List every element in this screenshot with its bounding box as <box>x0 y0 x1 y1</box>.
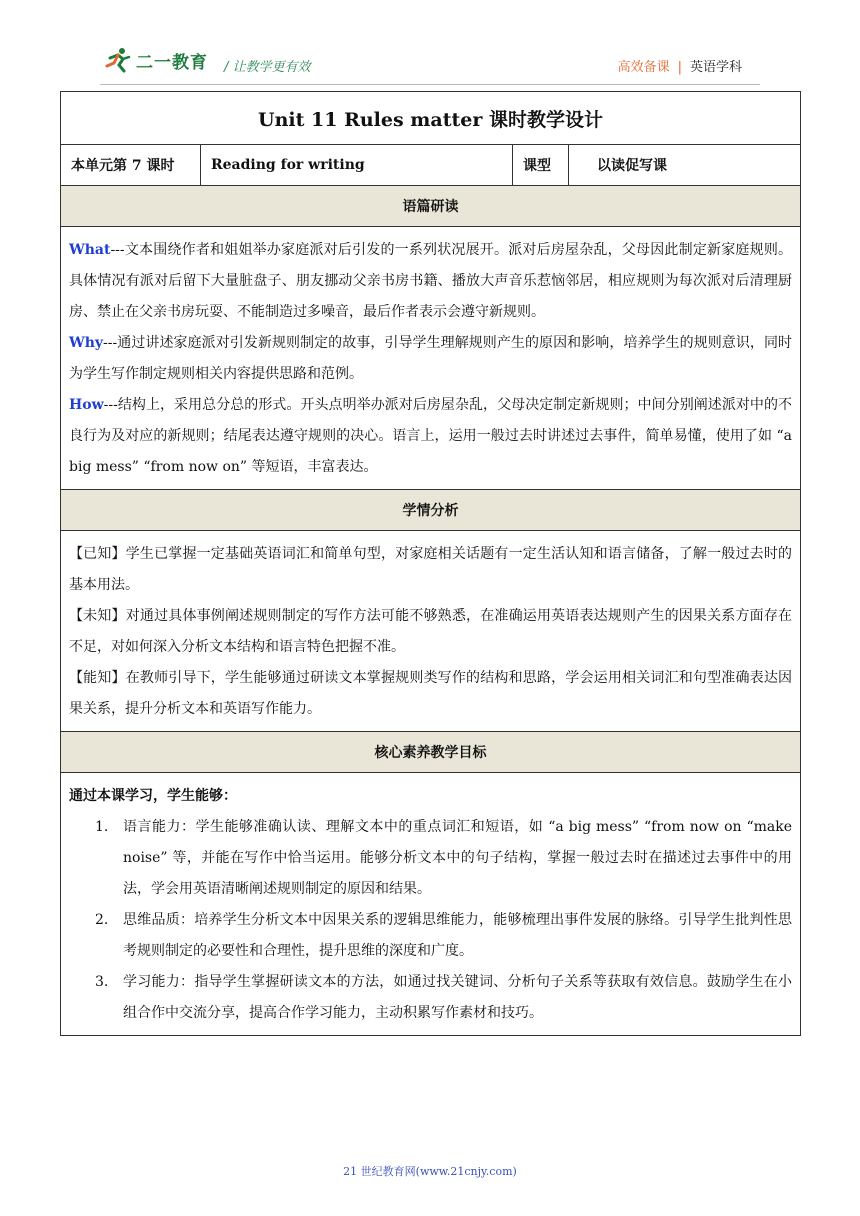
objective-number: 2. <box>95 912 109 928</box>
objective-item <box>69 905 792 967</box>
learner-analysis-content <box>61 531 801 732</box>
analysis-sep: --- <box>103 335 118 351</box>
analysis-item <box>69 328 792 390</box>
analysis-text: 结构上，采用总分总的形式。开头点明举办派对后房屋杂乱，父母决定制定新规则；中间分别阐述派对中的不良行为及对应的新规则；结尾表达遵守规则的决心。语言上，运用一般过去时讲述过去事件，简单易懂，使用了如 “a big mess” “from now on” 等短语，丰富表达。 <box>69 397 793 475</box>
analysis-text: 通过讲述家庭派对引发新规则制定的故事，引导学生理解规则产生的原因和影响，培养学生的规则意识，同时为学生写作制定规则相关内容提供思路和范例。 <box>69 335 793 382</box>
learner-item: 【已知】学生已掌握一定基础英语词汇和简单句型，对家庭相关话题有一定生活认知和语言储备，了解一般过去时的基本用法。 <box>69 546 793 593</box>
section-heading-text-analysis: 语篇研读 <box>61 186 801 227</box>
logo-text: 二一教育 <box>136 52 208 73</box>
analysis-item <box>69 235 792 328</box>
document-title: Unit 11 Rules matter 课时教学设计 <box>61 92 801 145</box>
objectives-intro: 通过本课学习，学生能够： <box>69 788 237 804</box>
runner-logo-icon <box>104 46 132 74</box>
analysis-key: How <box>69 397 104 413</box>
objective-number: 3. <box>95 974 109 990</box>
page-footer[interactable]: 21 世纪教育网(www.21cnjy.com) <box>343 1165 517 1178</box>
brand-logo[interactable] <box>104 46 208 74</box>
header-subject-label: 英语学科 <box>689 60 742 75</box>
lesson-design-table <box>60 91 801 1036</box>
objective-text: 语言能力：学生能够准确认读、理解文本中的重点词汇和短语，如 “a big mess” “from now on “make noise” 等，并能在写作中恰当运用。能够分析文本中的句子结构，掌握一般过去时在描述过去事件中的用法，学会用英语清晰阐述规则制定的原因和结果。 <box>123 819 793 897</box>
objective-item <box>69 967 792 1029</box>
header-separator: | <box>677 60 682 75</box>
lesson-number: 本单元第 7 课时 <box>61 145 201 186</box>
objective-text: 思维品质：培养学生分析文本中因果关系的逻辑思维能力，能够梳理出事件发展的脉络。引导学生批判性思考规则制定的必要性和合理性，提升思维的深度和广度。 <box>123 912 793 959</box>
analysis-item <box>69 390 792 483</box>
objective-item <box>69 812 792 905</box>
slogan: / 让教学更有效 <box>224 60 311 75</box>
analysis-sep: --- <box>103 397 118 413</box>
analysis-sep: --- <box>110 242 125 258</box>
text-analysis-content <box>61 227 801 490</box>
header-right <box>618 56 742 75</box>
objectives-list <box>69 812 792 1029</box>
learner-item: 【能知】在教师引导下，学生能够通过研读文本掌握规则类写作的结构和思路，学会运用相关词汇和句型准确表达因果关系，提升分析文本和英语写作能力。 <box>69 670 793 717</box>
analysis-text: 文本围绕作者和姐姐举办家庭派对后引发的一系列状况展开。派对后房屋杂乱，父母因此制定新家庭规则。具体情况有派对后留下大量脏盘子、朋友挪动父亲书房书籍、播放大声音乐惹恼邻居，相应规则为每次派对后清理厨房、禁止在父亲书房玩耍、不能制造过多噪音，最后作者表示会遵守新规则。 <box>69 242 793 320</box>
objective-text: 学习能力：指导学生掌握研读文本的方法，如通过找关键词、分析句子关系等获取有效信息。鼓励学生在小组合作中交流分享，提高合作学习能力，主动积累写作素材和技巧。 <box>123 974 793 1021</box>
analysis-key: Why <box>69 335 104 351</box>
objective-number: 1. <box>95 819 109 835</box>
section-heading-objectives: 核心素养教学目标 <box>61 732 801 773</box>
page-header <box>0 0 860 90</box>
lesson-type-label: 课型 <box>513 145 569 186</box>
header-accent-label: 高效备课 <box>617 60 670 75</box>
header-divider <box>100 84 760 85</box>
learner-item: 【未知】对通过具体事例阐述规则制定的写作方法可能不够熟悉，在准确运用英语表达规则产生的因果关系方面存在不足，对如何深入分析文本结构和语言特色把握不准。 <box>69 608 793 655</box>
lesson-type-value: 以读促写课 <box>569 145 801 186</box>
analysis-key: What <box>69 242 111 258</box>
section-heading-learner-analysis: 学情分析 <box>61 490 801 531</box>
lesson-topic: Reading for writing <box>201 145 513 186</box>
objectives-content <box>61 773 801 1036</box>
